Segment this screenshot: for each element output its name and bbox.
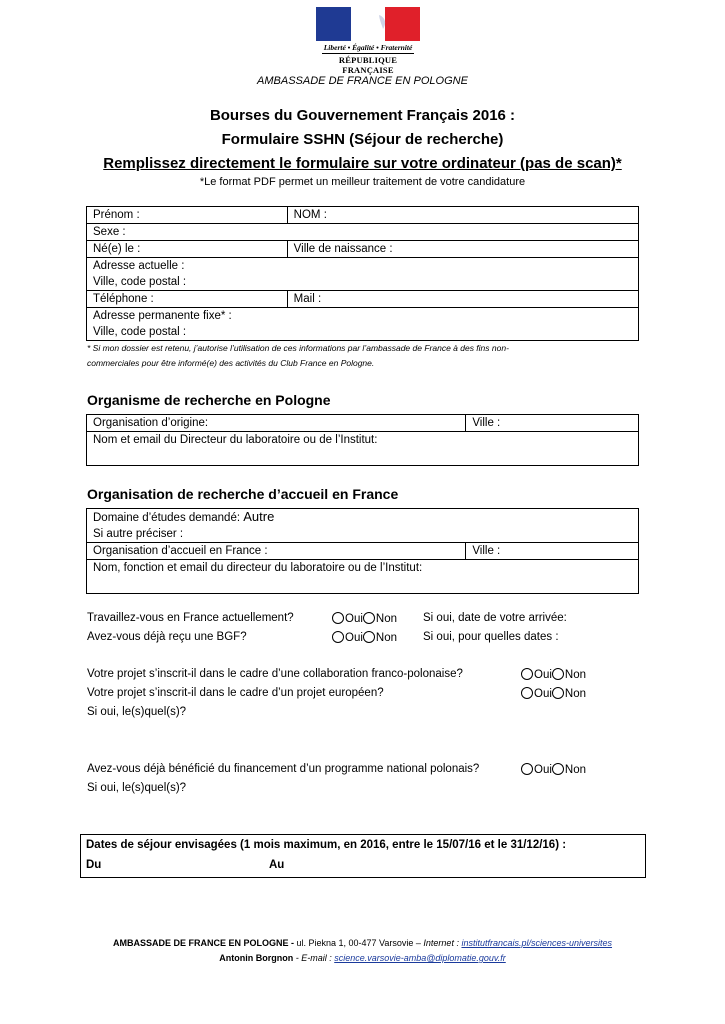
radio-group-q2 [332, 631, 397, 644]
question-working-france: Travaillez-vous en France actuellement? [87, 612, 294, 624]
question-polish-program: Avez-vous déjà bénéficié du financement d’un programme national polonais? [87, 763, 480, 775]
title-line1: Bourses du Gouvernement Français 2016 : [209, 107, 516, 124]
other-domain-label: Si autre préciser : [93, 528, 184, 540]
format-note: *Le format PDF permet un meilleur traitement de votre candidature [199, 176, 526, 188]
non-label: Non [564, 688, 587, 700]
footer-contact-name: Antonin Borgnon [219, 953, 294, 963]
footer-address: ul. Piekna 1, 00-477 Varsovie – [294, 938, 424, 948]
consent-note-line2: commerciales pour être informé(e) des activités du Club France en Pologne. [87, 358, 375, 368]
republique-francaise-logo [316, 7, 420, 75]
radio-group-q3 [521, 668, 586, 681]
host-city-label: Ville : [472, 545, 501, 557]
sexe-field[interactable] [87, 224, 639, 241]
non-label: Non [375, 613, 398, 625]
birthdate-label: Né(e) le : [93, 243, 141, 255]
host-director-label: Nom, fonction et email du directeur du laboratoire ou de l’Institut: [93, 562, 423, 574]
radio-oui-q2[interactable] [332, 631, 344, 643]
birthdate-field[interactable] [87, 241, 288, 258]
radio-group-q5 [521, 763, 586, 776]
current-city-label: Ville, code postal : [93, 276, 187, 288]
polish-program-which-label: Si oui, le(s)quel(s)? [87, 782, 187, 794]
host-city-field[interactable] [466, 543, 639, 560]
oui-label: Oui [345, 632, 363, 644]
consent-note-line1: * Si mon dossier est retenu, j’autorise l’utilisation de ces informations par l’ambassade de France à des fins non- [87, 343, 509, 353]
sexe-label: Sexe : [93, 226, 126, 238]
european-which-label: Si oui, le(s)quel(s)? [87, 706, 187, 718]
mail-label: Mail : [293, 293, 322, 305]
current-address-field[interactable] [87, 258, 639, 291]
origin-org-field[interactable] [87, 415, 466, 432]
origin-city-field[interactable] [466, 415, 639, 432]
director-field[interactable] [87, 432, 639, 466]
radio-non-q5[interactable] [552, 763, 564, 775]
non-label: Non [564, 764, 587, 776]
radio-group-q1 [332, 612, 397, 625]
section-heading-france: Organisation de recherche d’accueil en France [87, 486, 399, 502]
current-address-label: Adresse actuelle : [93, 260, 185, 272]
footer-email-label: - E-mail : [293, 953, 335, 963]
birthplace-label: Ville de naissance : [293, 243, 393, 255]
domain-select[interactable]: Autre [243, 509, 275, 524]
dates-heading: Dates de séjour envisagées (1 mois maximum, en 2016, entre le 15/07/16 et le 31/12/16) : [86, 839, 567, 851]
radio-non-q4[interactable] [552, 687, 564, 699]
footer-internet-label: Internet : [423, 938, 462, 948]
domain-label: Domaine d’études demandé: [93, 512, 241, 524]
footer-email-link[interactable]: science.varsovie-amba@diplomatie.gouv.fr [334, 953, 506, 963]
title-line2: Formulaire SSHN (Séjour de recherche) [221, 131, 504, 148]
footer-line2 [0, 953, 725, 963]
consent-note [87, 341, 647, 371]
dates-from-field[interactable]: Du [86, 859, 102, 871]
title-line3: Remplissez directement le formulaire sur votre ordinateur (pas de scan)* [103, 155, 622, 172]
birthplace-field[interactable] [287, 241, 638, 258]
question-franco-polish: Votre projet s’inscrit-il dans le cadre d’une collaboration franco-polonaise? [87, 668, 463, 680]
radio-non-q2[interactable] [363, 631, 375, 643]
domain-field [87, 509, 639, 543]
origin-org-label: Organisation d’origine: [93, 417, 209, 429]
phone-field[interactable] [87, 291, 288, 308]
permanent-city-label: Ville, code postal : [93, 326, 187, 338]
director-label: Nom et email du Directeur du laboratoire ou de l’Institut: [93, 434, 378, 446]
footer-website-link[interactable]: institutfrancais.pl/sciences-universites [461, 938, 613, 948]
oui-label: Oui [534, 669, 552, 681]
radio-non-q3[interactable] [552, 668, 564, 680]
radio-oui-q4[interactable] [521, 687, 533, 699]
question-european: Votre projet s’inscrit-il dans le cadre d’un projet européen? [87, 687, 384, 699]
personal-info-table [86, 206, 639, 341]
radio-non-q1[interactable] [363, 612, 375, 624]
radio-oui-q1[interactable] [332, 612, 344, 624]
radio-oui-q3[interactable] [521, 668, 533, 680]
republic-name: RÉPUBLIQUE FRANÇAISE [338, 55, 398, 75]
motto: Liberté • Égalité • Fraternité [323, 43, 413, 52]
footer-org: AMBASSADE DE FRANCE EN POLOGNE - [112, 938, 294, 948]
radio-oui-q5[interactable] [521, 763, 533, 775]
section-heading-pologne: Organisme de recherche en Pologne [87, 392, 331, 408]
non-label: Non [564, 669, 587, 681]
question-bgf: Avez-vous déjà reçu une BGF? [87, 631, 247, 643]
non-label: Non [375, 632, 398, 644]
prenom-label: Prénom : [93, 209, 140, 221]
host-director-field[interactable] [87, 560, 639, 594]
origin-city-label: Ville : [472, 417, 501, 429]
oui-label: Oui [534, 688, 552, 700]
nom-field[interactable] [287, 207, 638, 224]
host-org-field[interactable] [87, 543, 466, 560]
permanent-address-label: Adresse permanente fixe* : [93, 310, 232, 322]
org-france-table [86, 508, 639, 594]
nom-label: NOM : [293, 209, 327, 221]
org-pologne-table [86, 414, 639, 466]
oui-label: Oui [534, 764, 552, 776]
bgf-dates-label: Si oui, pour quelles dates : [423, 631, 559, 643]
phone-label: Téléphone : [93, 293, 154, 305]
footer-line1 [0, 938, 725, 948]
marianne-icon [349, 9, 387, 41]
embassy-name: AMBASSADE DE FRANCE EN POLOGNE [257, 75, 468, 87]
host-org-label: Organisation d’accueil en France : [93, 545, 268, 557]
oui-label: Oui [345, 613, 363, 625]
dates-box [80, 834, 646, 878]
mail-field[interactable] [287, 291, 638, 308]
prenom-field[interactable] [87, 207, 288, 224]
permanent-address-field[interactable] [87, 308, 639, 341]
radio-group-q4 [521, 687, 586, 700]
dates-to-field[interactable]: Au [269, 859, 285, 871]
arrival-date-label: Si oui, date de votre arrivée: [423, 612, 567, 624]
